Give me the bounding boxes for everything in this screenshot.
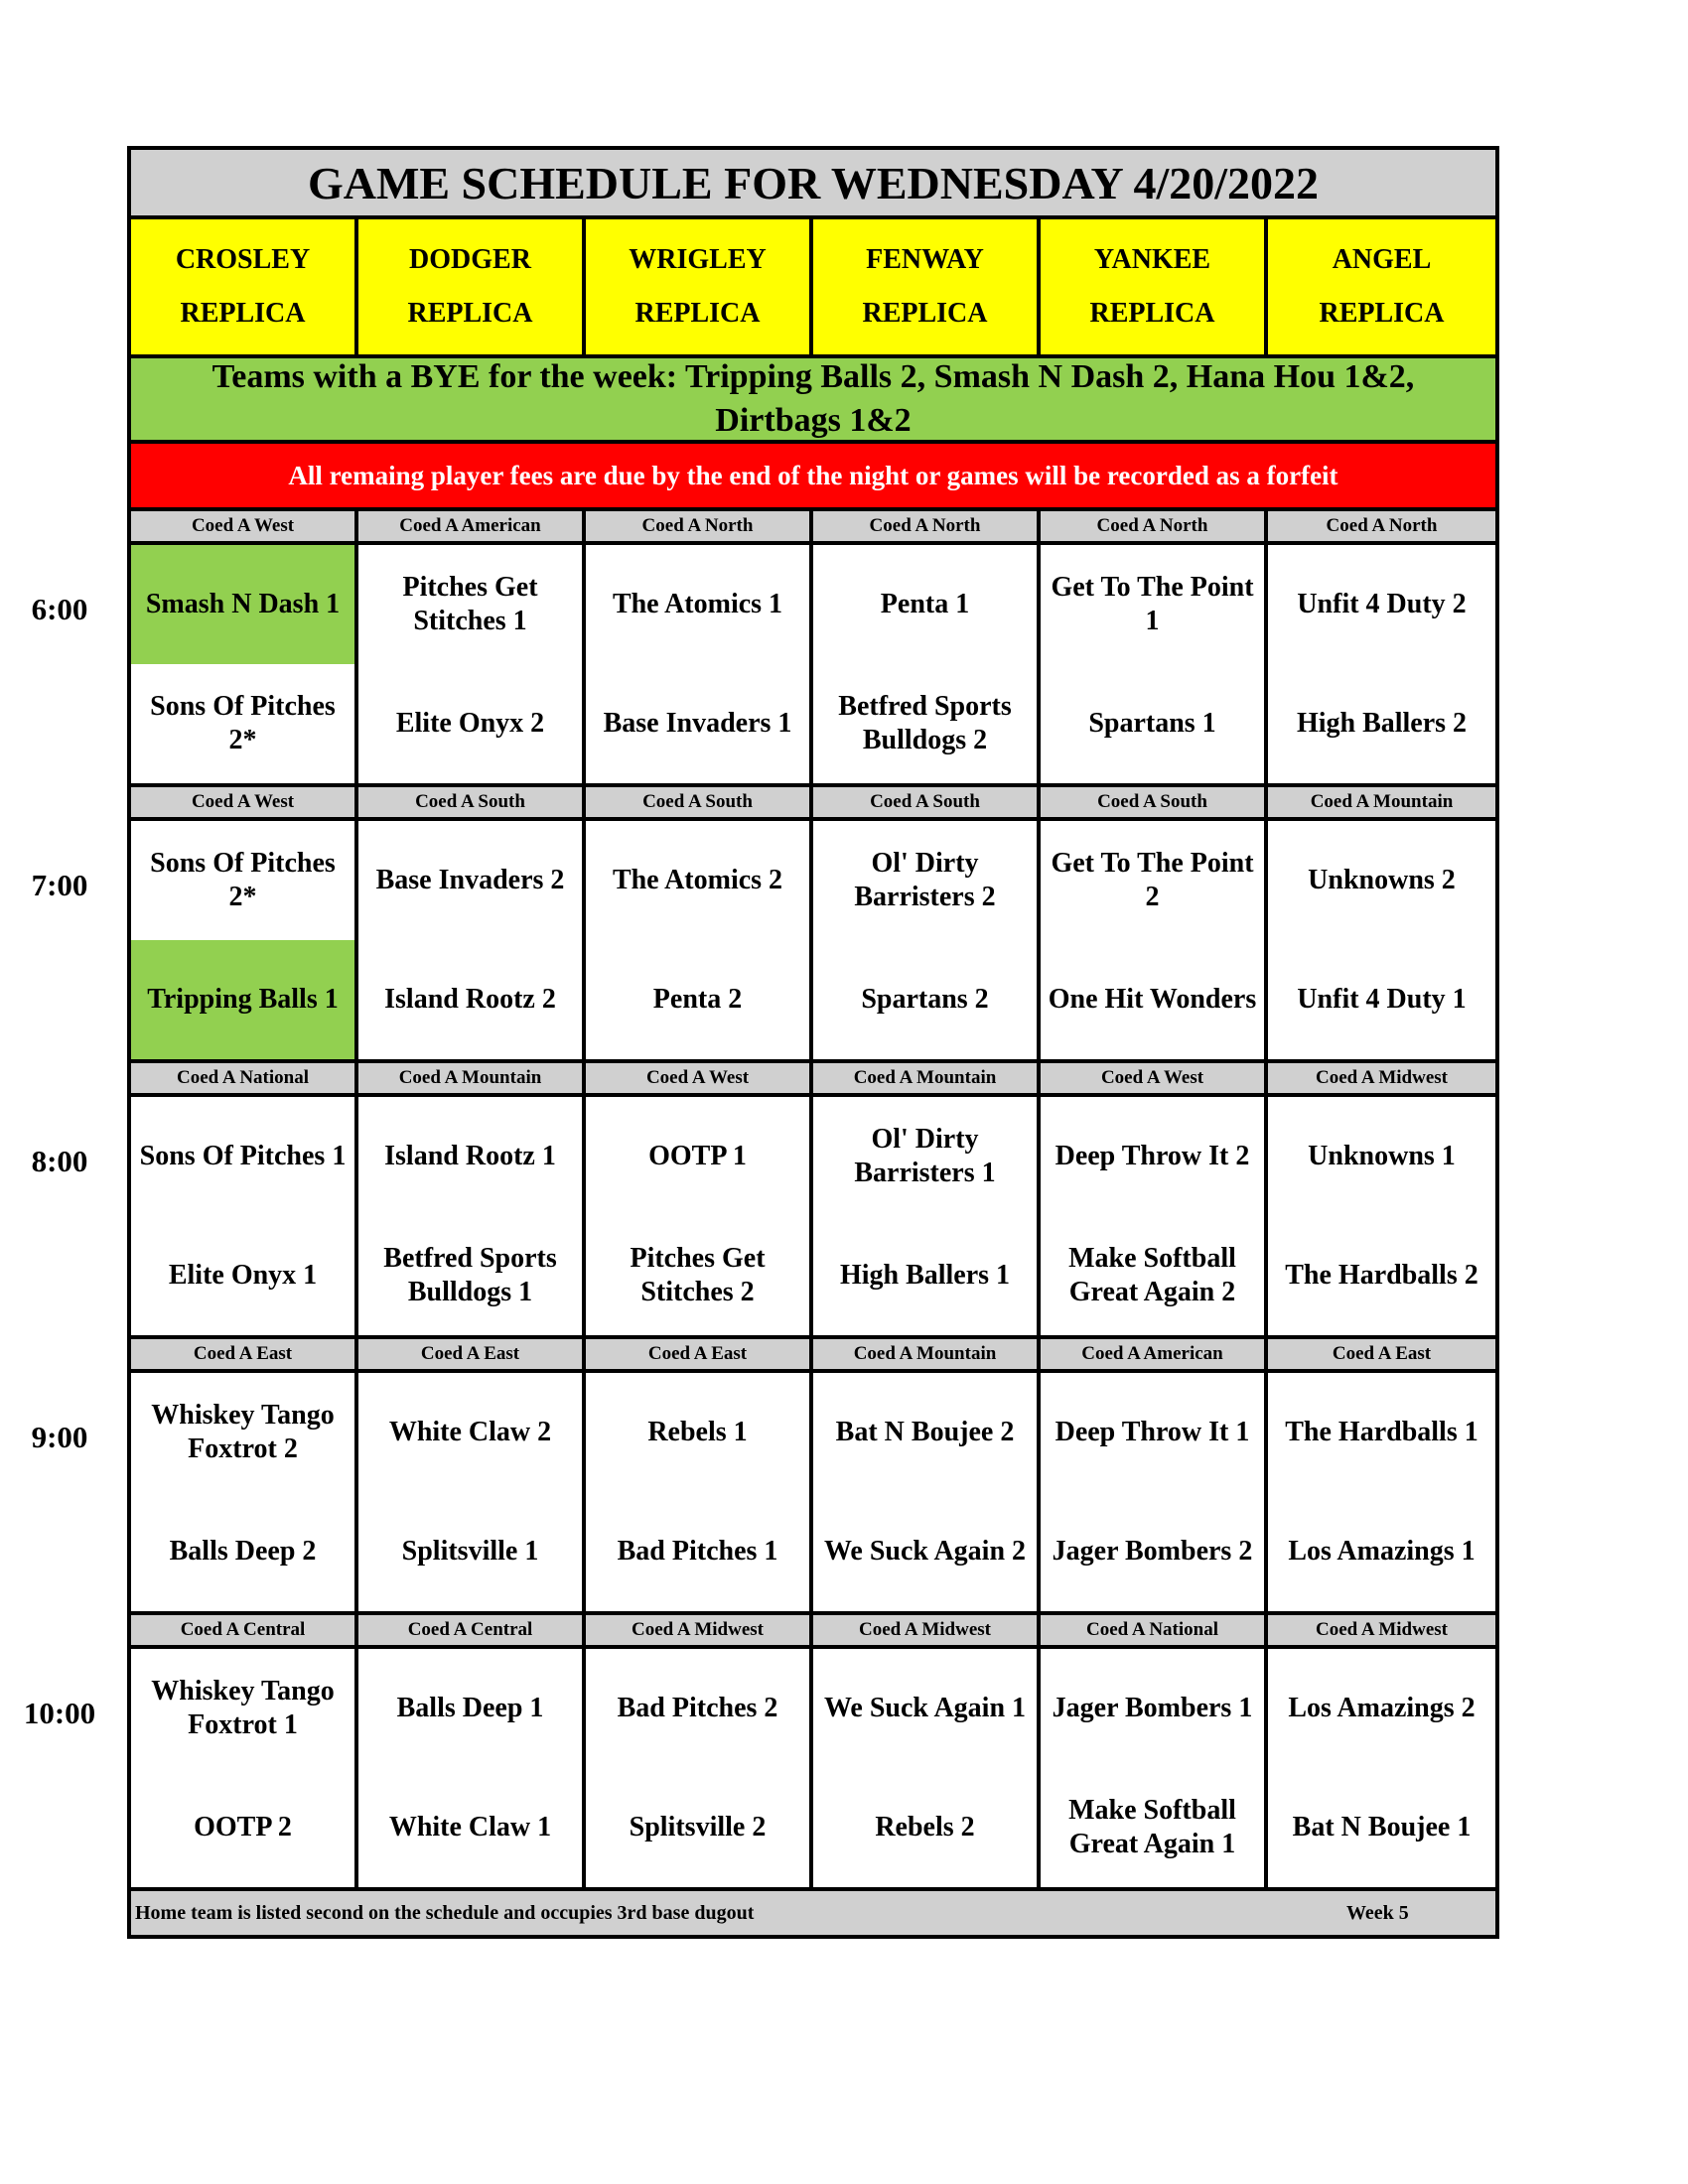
division-label: Coed A North xyxy=(1041,511,1268,541)
game-cell xyxy=(586,1373,813,1611)
away-team: Smash N Dash 1 xyxy=(131,545,354,664)
division-label: Coed A East xyxy=(131,1339,358,1369)
away-team: Deep Throw It 2 xyxy=(1055,1141,1250,1171)
game-cell xyxy=(1041,1649,1268,1887)
venue-sub: REPLICA xyxy=(862,298,988,329)
away-team: The Atomics 2 xyxy=(612,865,783,895)
venue-sub: REPLICA xyxy=(634,298,761,329)
away-team: Base Invaders 2 xyxy=(375,865,565,895)
game-cell xyxy=(813,1097,1041,1335)
home-team: High Ballers 1 xyxy=(839,1260,1011,1291)
game-cell xyxy=(813,545,1041,783)
schedule-slots xyxy=(131,511,1495,1891)
away-team: Penta 1 xyxy=(880,589,970,619)
division-label: Coed A American xyxy=(358,511,586,541)
game-cell xyxy=(586,821,813,1059)
home-team: Betfred Sports Bulldogs 2 xyxy=(838,691,1012,755)
away-team: Sons Of Pitches 2* xyxy=(150,848,336,912)
time-slot-row xyxy=(131,1097,1495,1339)
home-team: Splitsville 1 xyxy=(401,1536,539,1567)
venue-name: CROSLEY xyxy=(175,244,311,275)
home-team: Balls Deep 2 xyxy=(169,1536,317,1567)
home-team: Spartans 2 xyxy=(861,984,989,1015)
time-label: 7:00 xyxy=(31,868,88,902)
game-cell xyxy=(1041,1097,1268,1335)
home-team: Elite Onyx 1 xyxy=(168,1260,318,1291)
home-team: OOTP 2 xyxy=(194,1812,292,1843)
away-team: Ol' Dirty Barristers 2 xyxy=(854,848,996,912)
home-team: Los Amazings 1 xyxy=(1288,1536,1476,1567)
division-label: Coed A Mountain xyxy=(813,1063,1041,1093)
game-cell xyxy=(1268,1373,1495,1611)
game-cell xyxy=(358,545,586,783)
footer-note: Home team is listed second on the schedule and occupies 3rd base dugout xyxy=(135,1901,755,1924)
division-row xyxy=(131,1063,1495,1097)
away-team: OOTP 1 xyxy=(648,1141,747,1171)
time-slot-row xyxy=(131,1373,1495,1615)
game-cell xyxy=(813,1649,1041,1887)
away-team: Get To The Point 2 xyxy=(1051,848,1254,912)
division-label: Coed A West xyxy=(586,1063,813,1093)
division-label: Coed A Central xyxy=(358,1615,586,1645)
time-slot-row xyxy=(131,821,1495,1063)
home-team: Bat N Boujee 1 xyxy=(1292,1812,1472,1843)
division-row xyxy=(131,787,1495,821)
division-label: Coed A Mountain xyxy=(1310,791,1454,812)
home-team: High Ballers 2 xyxy=(1296,708,1468,739)
venue-sub: REPLICA xyxy=(1089,298,1215,329)
home-team: Make Softball Great Again 1 xyxy=(1068,1795,1236,1859)
division-label: Coed A West xyxy=(131,511,358,541)
bye-notice: Teams with a BYE for the week: Tripping Balls 2, Smash N Dash 2, Hana Hou 1&2, Dirtbags 1&2 xyxy=(131,358,1495,444)
game-cell xyxy=(1268,1649,1495,1887)
away-team: Bad Pitches 2 xyxy=(617,1693,778,1723)
game-cell xyxy=(358,1649,586,1887)
page-title: GAME SCHEDULE FOR WEDNESDAY 4/20/2022 xyxy=(131,150,1495,219)
home-team: Pitches Get Stitches 2 xyxy=(630,1243,766,1307)
time-slot-row xyxy=(131,1649,1495,1891)
time-label: 6:00 xyxy=(31,592,88,626)
venue-angel xyxy=(1268,219,1495,354)
week-label: Week 5 xyxy=(1346,1901,1409,1924)
division-label: Coed A Mountain xyxy=(813,1339,1041,1369)
away-team: Jager Bombers 1 xyxy=(1052,1693,1253,1723)
venue-sub: REPLICA xyxy=(180,298,306,329)
game-cell xyxy=(1268,1097,1495,1335)
home-team: Bad Pitches 1 xyxy=(617,1536,778,1567)
game-cell xyxy=(358,1373,586,1611)
game-cell xyxy=(1268,545,1495,783)
home-team: Spartans 1 xyxy=(1088,708,1216,739)
fees-notice: All remaing player fees are due by the end of the night or games will be recorded as a forfeit xyxy=(131,444,1495,511)
away-team: Get To The Point 1 xyxy=(1051,572,1254,636)
game-cell xyxy=(358,821,586,1059)
footer xyxy=(131,1891,1495,1935)
venue-fenway xyxy=(813,219,1041,354)
away-team: White Claw 2 xyxy=(388,1417,552,1447)
game-cell xyxy=(358,1097,586,1335)
away-team: Unfit 4 Duty 2 xyxy=(1297,589,1467,619)
game-cell xyxy=(586,1097,813,1335)
venue-wrigley xyxy=(586,219,813,354)
division-label: Coed A North xyxy=(1326,515,1438,536)
division-label: Coed A Midwest xyxy=(1316,1619,1448,1640)
home-team: The Hardballs 2 xyxy=(1285,1260,1478,1291)
away-team: Deep Throw It 1 xyxy=(1055,1417,1250,1447)
division-label: Coed A East xyxy=(1332,1343,1432,1364)
venue-crosley xyxy=(131,219,358,354)
home-team: Base Invaders 1 xyxy=(603,708,792,739)
venue-name: YANKEE xyxy=(1093,244,1211,275)
venue-sub: REPLICA xyxy=(1319,298,1445,329)
division-label: Coed A National xyxy=(131,1063,358,1093)
division-row xyxy=(131,1339,1495,1373)
division-label: Coed A American xyxy=(1041,1339,1268,1369)
game-cell xyxy=(1041,545,1268,783)
venue-sub: REPLICA xyxy=(407,298,533,329)
game-cell xyxy=(1041,1373,1268,1611)
division-label: Coed A National xyxy=(1041,1615,1268,1645)
home-team: Jager Bombers 2 xyxy=(1052,1536,1253,1567)
game-cell xyxy=(813,1373,1041,1611)
away-team: Pitches Get Stitches 1 xyxy=(402,572,538,636)
away-team: Balls Deep 1 xyxy=(396,1693,544,1723)
venue-dodger xyxy=(358,219,586,354)
away-team: Bat N Boujee 2 xyxy=(835,1417,1015,1447)
away-team: Los Amazings 2 xyxy=(1288,1693,1476,1723)
game-cell xyxy=(586,545,813,783)
home-team: One Hit Wonders xyxy=(1048,984,1257,1015)
away-team: Sons Of Pitches 1 xyxy=(139,1141,347,1171)
away-team: The Atomics 1 xyxy=(612,589,783,619)
away-team: Island Rootz 1 xyxy=(384,1141,556,1171)
away-team: Ol' Dirty Barristers 1 xyxy=(854,1124,996,1188)
division-label: Coed A Mountain xyxy=(358,1063,586,1093)
division-label: Coed A Central xyxy=(131,1615,358,1645)
game-cell xyxy=(1041,821,1268,1059)
time-label: 8:00 xyxy=(31,1144,88,1178)
game-cell xyxy=(813,821,1041,1059)
venue-name: FENWAY xyxy=(866,244,984,275)
venue-yankee xyxy=(1041,219,1268,354)
division-label: Coed A North xyxy=(586,511,813,541)
schedule-sheet xyxy=(127,146,1499,1939)
game-cell xyxy=(1268,821,1495,1059)
venue-name: DODGER xyxy=(409,244,531,275)
game-cell xyxy=(131,545,358,783)
home-team: Tripping Balls 1 xyxy=(131,940,354,1059)
division-label: Coed A West xyxy=(1041,1063,1268,1093)
home-team: Betfred Sports Bulldogs 1 xyxy=(383,1243,557,1307)
time-label: 10:00 xyxy=(23,1696,96,1730)
home-team: White Claw 1 xyxy=(388,1812,552,1843)
home-team: Unfit 4 Duty 1 xyxy=(1297,984,1467,1015)
game-cell xyxy=(586,1649,813,1887)
division-label: Coed A West xyxy=(131,787,358,817)
home-team: Elite Onyx 2 xyxy=(395,708,545,739)
time-label: 9:00 xyxy=(31,1420,88,1454)
home-team: We Suck Again 2 xyxy=(823,1536,1027,1567)
division-label: Coed A East xyxy=(586,1339,813,1369)
home-team: Make Softball Great Again 2 xyxy=(1068,1243,1236,1307)
away-team: Unknowns 1 xyxy=(1308,1141,1456,1171)
division-label: Coed A Midwest xyxy=(586,1615,813,1645)
game-cell xyxy=(131,1373,358,1611)
home-team: Rebels 2 xyxy=(875,1812,975,1843)
away-team: We Suck Again 1 xyxy=(823,1693,1027,1723)
game-cell xyxy=(131,821,358,1059)
game-cell xyxy=(131,1097,358,1335)
home-team: Penta 2 xyxy=(652,984,743,1015)
venue-header-row xyxy=(131,219,1495,358)
division-label: Coed A South xyxy=(358,787,586,817)
division-row xyxy=(131,511,1495,545)
division-label: Coed A Midwest xyxy=(813,1615,1041,1645)
away-team: Unknowns 2 xyxy=(1308,865,1456,895)
division-label: Coed A North xyxy=(813,511,1041,541)
away-team: Whiskey Tango Foxtrot 2 xyxy=(151,1400,335,1464)
game-cell xyxy=(131,1649,358,1887)
venue-name: ANGEL xyxy=(1332,244,1432,275)
away-team: Whiskey Tango Foxtrot 1 xyxy=(151,1676,335,1740)
home-team: Island Rootz 2 xyxy=(384,984,556,1015)
home-team: Sons Of Pitches 2* xyxy=(150,691,336,755)
division-label: Coed A South xyxy=(586,787,813,817)
division-label: Coed A Midwest xyxy=(1316,1067,1448,1088)
away-team: Rebels 1 xyxy=(647,1417,748,1447)
venue-name: WRIGLEY xyxy=(629,244,767,275)
division-label: Coed A South xyxy=(1041,787,1268,817)
away-team: The Hardballs 1 xyxy=(1285,1417,1478,1447)
division-label: Coed A South xyxy=(813,787,1041,817)
division-label: Coed A East xyxy=(358,1339,586,1369)
time-slot-row xyxy=(131,545,1495,787)
division-row xyxy=(131,1615,1495,1649)
home-team: Splitsville 2 xyxy=(629,1812,767,1843)
